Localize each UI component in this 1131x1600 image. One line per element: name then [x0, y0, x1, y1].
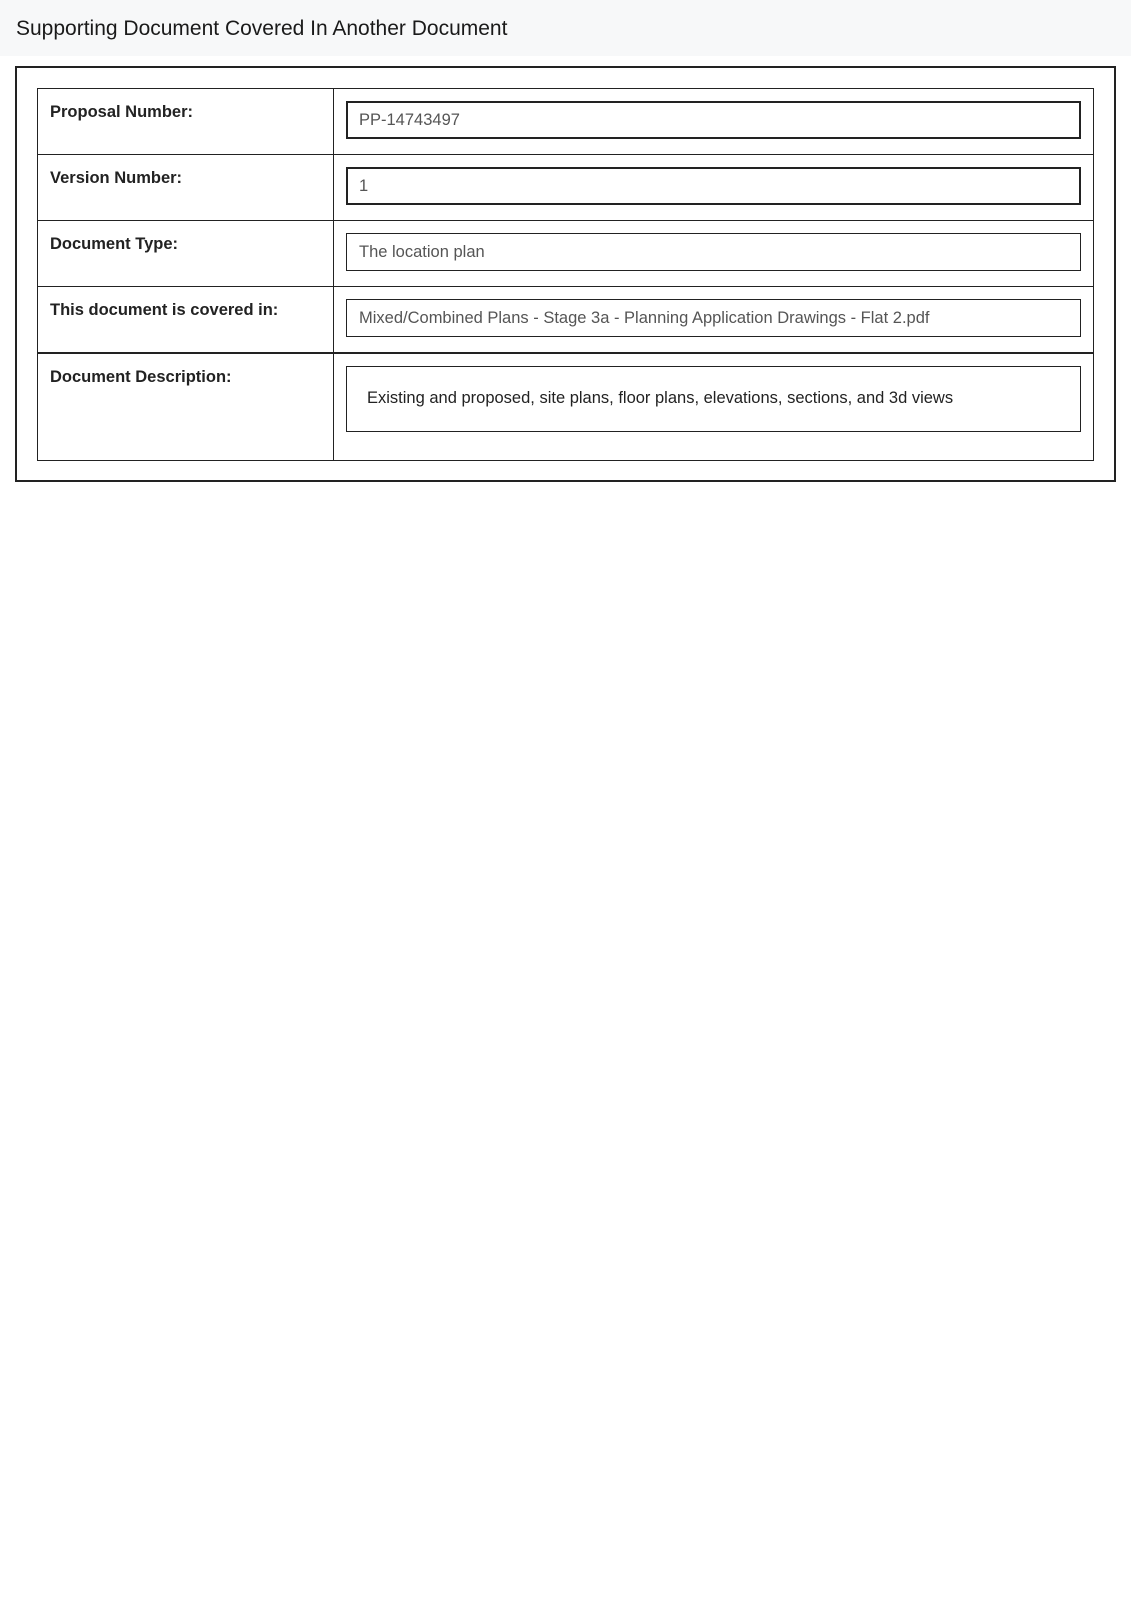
- table-row-proposal-number: [38, 89, 1094, 155]
- table-row-document-description: [38, 353, 1094, 461]
- document-description-field[interactable]: Existing and proposed, site plans, floor plans, elevations, sections, and 3d views: [346, 366, 1081, 432]
- version-number-label: Version Number:: [38, 155, 334, 221]
- version-number-field[interactable]: 1: [346, 167, 1081, 205]
- covered-in-field[interactable]: Mixed/Combined Plans - Stage 3a - Planning Application Drawings - Flat 2.pdf: [346, 299, 1081, 337]
- document-type-label: Document Type:: [38, 221, 334, 287]
- page-header: [0, 0, 1131, 56]
- document-details-panel: [15, 66, 1116, 482]
- covered-in-label: This document is covered in:: [38, 287, 334, 353]
- proposal-number-field[interactable]: PP-14743497: [346, 101, 1081, 139]
- document-type-field[interactable]: The location plan: [346, 233, 1081, 271]
- document-details-table: [37, 88, 1094, 461]
- proposal-number-label: Proposal Number:: [38, 89, 334, 155]
- page-title: Supporting Document Covered In Another Document: [16, 16, 508, 40]
- table-row-covered-in: [38, 287, 1094, 353]
- table-row-document-type: [38, 221, 1094, 287]
- document-description-label: Document Description:: [38, 353, 334, 461]
- table-row-version-number: [38, 155, 1094, 221]
